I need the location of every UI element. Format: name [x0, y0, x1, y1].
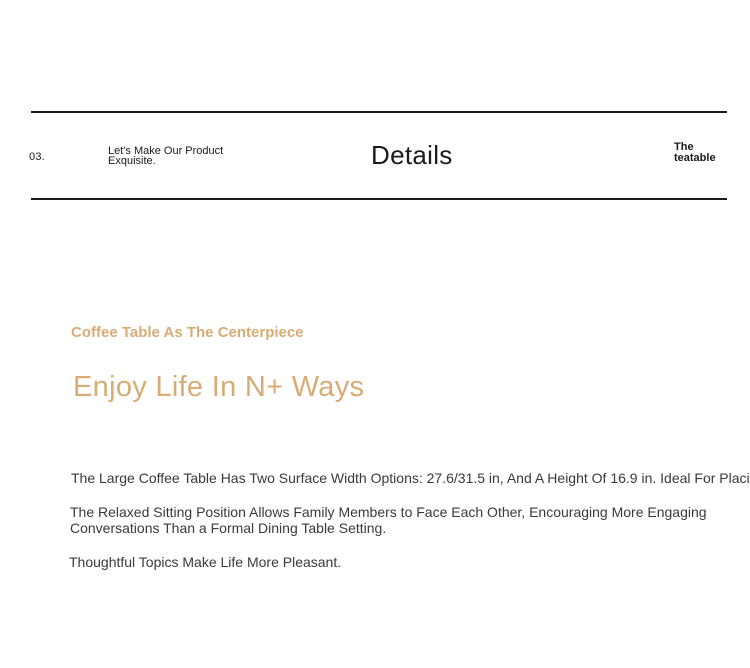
- section-tagline: [108, 146, 268, 166]
- feature-eyebrow: Coffee Table As The Centerpiece: [71, 324, 304, 341]
- feature-paragraph-seating: The Relaxed Sitting Position Allows Family Members to Face Each Other, Encouraging More Engaging Conversations Than a Formal Dining Table Setting.: [70, 504, 707, 536]
- header-bottom-divider: [31, 198, 727, 200]
- tagline-line-2: Exquisite.: [108, 155, 156, 167]
- tagline-line-1: Let's Make Our Product: [108, 145, 224, 157]
- brand-logo-line-1: The: [674, 141, 694, 153]
- feature-paragraph-topics: Thoughtful Topics Make Life More Pleasant.: [69, 554, 342, 570]
- header-top-divider: [31, 111, 727, 113]
- section-title: Details: [371, 140, 453, 170]
- section-number: 03.: [29, 151, 45, 163]
- brand-logo-line-2: teatable: [674, 152, 716, 164]
- feature-paragraph-dimensions: The Large Coffee Table Has Two Surface Width Options: 27.6/31.5 in, And A Height Of 16.9 in. Ideal For Placi: [71, 470, 750, 486]
- feature-headline: Enjoy Life In N+ Ways: [73, 371, 365, 403]
- brand-logo: [674, 142, 716, 164]
